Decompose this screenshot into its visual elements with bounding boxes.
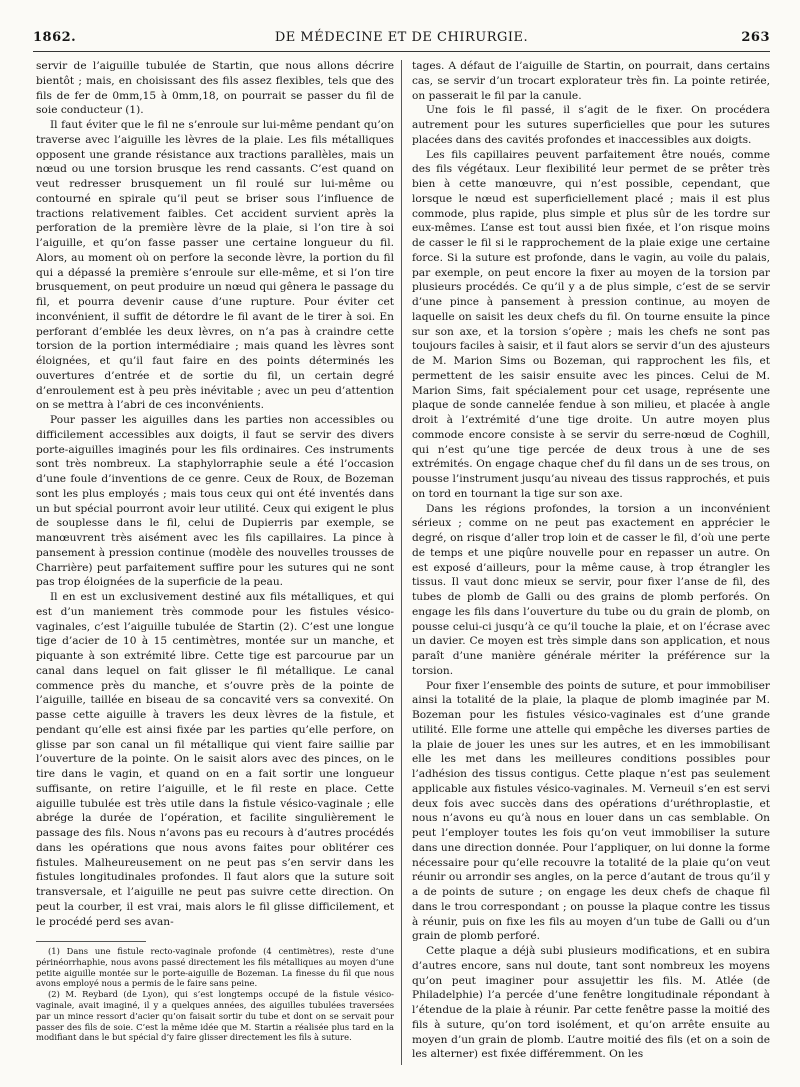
paragraph: Pour fixer l’ensemble des points de suture, et pour immobiliser ainsi la totalité de la plaie, la plaque de plomb imaginée par M. Bozeman pour les fistules vésico-vaginales est d’une grande utilité. Elle forme une attelle qui empêche les diverses parties de la plaie de jouer les unes sur les autres, et en les immobilisant elle les met dans les meilleures conditions possibles pour l’adhésion des tissus contigus. Cette plaque n’est pas seulement applicable aux fistules vésico-vaginales. M. Verneuil s’en est servi deux fois avec succès dans des opérations d’uréthroplastie, et nous n’avons eu qu’à nous en louer dans un cas semblable. On peut l’employer toutes les fois qu’on veut immobiliser la suture dans une direction donnée. Pour l’appliquer, on lui donne la forme nécessaire pour qu’elle recouvre la totalité de la plaie qu’on veut réunir ou arrondir ses angles, on la perce d’autant de trous qu’il y a de points de suture ; on engage les deux chefs de chaque fil dans le trou correspondant ; on pousse la plaque contre les tissus à réunir, puis on fixe les fils au moyen d’un tube de Galli ou d’un grain de plomb perforé. (412, 679, 770, 943)
paragraph: Dans les régions profondes, la torsion a un inconvénient sérieux ; comme on ne peut pas exactement en apprécier le degré, on risque d’aller trop loin et de casser le fil, d’où une perte de temps et une piqûre nouvelle pour en repasser un autre. On est exposé d’ailleurs, pour la même cause, à trop étrangler les tissus. Il vaut donc mieux se servir, pour fixer l’anse de fil, des tubes de plomb de Galli ou des grains de plomb perforés. On engage les fils dans l’ouverture du tube ou du grain de plomb, on pousse celui-ci jusqu’à ce qu’il touche la plaie, et on l’écrase avec un davier. Ce moyen est très simple dans son application, et nous paraît d’une manière générale mériter la préférence sur la torsion. (412, 502, 770, 677)
footnote: (2) M. Reybard (de Lyon), qui s’est longtemps occupé de la fistule vésico-vaginale, avait imaginé, il y a quelques années, des aiguilles tubulées traversées par un mince ressort d’acier qu’on faisait sortir du tube et dont on se servait pour passer des fils de soie. C’est la même idée que M. Startin a réalisée plus tard en la modifiant dans le but spécial d’y faire glisser directement les fils à suture. (36, 989, 394, 1043)
header-title: DE MÉDECINE ET DE CHIRURGIE. (274, 30, 529, 45)
paragraph: Pour passer les aiguilles dans les parties non accessibles ou difficilement accessibles aux doigts, il faut se servir des divers porte-aiguilles imaginés pour les fils ordinaires. Ces instruments sont très nombreux. La staphylorraphie seule a été l’occasion d’une foule d’inventions de ce genre. Ceux de Roux, de Bozeman sont les plus employés ; mais tous ceux qui ont été inventés dans un but spécial pourront avoir leur utilité. Ceux qui exigent le plus de souplesse dans le fil, celui de Dupierris par exemple, se manœuvrent très aisément avec les fils capillaires. La pince à pansement à pression continue (modèle des nouvelles trousses de Charrière) peut parfaitement suffire pour les sutures qui ne sont pas trop éloignées de la superficie de la peau. (36, 414, 394, 589)
paragraph: Il faut éviter que le fil ne s’enroule sur lui-même pendant qu’on traverse avec l’aiguille les lèvres de la plaie. Les fils métalliques opposent une grande résistance aux tractions parallèles, mais un nœud ou une torsion brusque les rend cassants. C’est quand on veut redresser brusquement un fil roulé sur lui-même ou contourné en spirale qu’il peut se briser sous l’influence de tractions relativement faibles. Cet accident survient après la perforation de la première lèvre de la plaie, si l’on tire à soi l’aiguille, et qu’on fasse passer une certaine longueur du fil. Alors, au moment où on perfore la seconde lèvre, la portion du fil qui a dépassé la première s’enroule sur elle-même, et si l’on tire brusquement, on peut produire un nœud qui gênera le passage du fil, et pourra devenir cause d’une rupture. Pour éviter cet inconvénient, il suffit de détordre le fil avant de le tirer à soi. En perforant d’emblée les deux lèvres, on n’a pas à craindre cette torsion de la portion intermédiaire ; mais quand les lèvres sont éloignées, et qu’il faut faire en des points déterminés les ouvertures d’entrée et de sortie du fil, un certain degré d’enroulement est à peu près inévitable ; avec un peu d’attention on se mettra à l’abri de ces inconvénients. (36, 119, 394, 412)
page-number: 263 (741, 30, 770, 45)
paragraph: Les fils capillaires peuvent parfaitement être noués, comme des fils végétaux. Leur flexibilité leur permet de se prêter très bien à cette manœuvre, qui n’est possible, cependant, que lorsque le nœud est superficiellement placé ; mais il est plus commode, plus rapide, plus simple et plus sûr de les tordre sur eux-mêmes. L’anse est tout aussi bien fixée, et l’on risque moins de casser le fil si le rapprochement de la plaie exige une certaine force. Si la suture est profonde, dans le vagin, au voile du palais, par exemple, on peut encore la fixer au moyen de la torsion par plusieurs procédés. Ce qu’il y a de plus simple, c’est de se servir d’une pince à pansement à pression continue, au moyen de laquelle on saisit les deux chefs du fil. On tourne ensuite la pince sur son axe, et la torsion s’opère ; mais les chefs ne sont pas toujours faciles à saisir, et il faut alors se servir d’un des ajusteurs de M. Marion Sims ou Bozeman, qui rapprochent les fils, et permettent de les saisir ensuite avec les pinces. Celui de M. Marion Sims, fait spécialement pour cet usage, représente une plaque de sonde cannelée fendue à son milieu, et placée à angle droit à l’extrémité d’une tige droite. Un autre moyen plus commode encore consiste à se servir du serre-nœud de Coghill, qui n’est qu’une tige percée de deux trous à une de ses extrémités. On engage chaque chef du fil dans un de ses trous, on pousse l’instrument jusqu’au niveau des tissus rapprochés, et puis on tord en tournant la tige sur son axe. (412, 148, 770, 500)
header-year: 1862. (33, 30, 77, 45)
header-rule (33, 51, 770, 52)
running-header (33, 30, 770, 52)
paragraph: tages. A défaut de l’aiguille de Startin, on pourrait, dans certains cas, se servir d’un trocart explorateur très fin. La pointe retirée, on passerait le fil par la canule. (412, 60, 770, 102)
paragraph: Une fois le fil passé, il s’agit de le fixer. On procédera autrement pour les sutures superficielles que pour les sutures placées dans des cavités profondes et inaccessibles aux doigts. (412, 104, 770, 146)
paragraph: Cette plaque a déjà subi plusieurs modifications, et en subira d’autres encore, sans nul doute, tant sont nombreux les moyens qu’on peut imaginer pour assujettir les fils. M. Atlée (de Philadelphie) l’a percée d’une fenêtre longitudinale répondant à l’étendue de la plaie à réunir. Par cette fenêtre passe la moitié des fils à suture, qu’on tord isolément, et qu’on arrête ensuite au moyen d’un grain de plomb. L’autre moitié des fils (et on a soin de les alterner) est fixée différemment. On les (412, 945, 770, 1061)
footnote: (1) Dans une fistule recto-vaginale profonde (4 centimètres), reste d’une périnéorrhaphie, nous avons passé directement les fils métalliques au moyen d’une petite aiguille montée sur le porte-aiguille de Bozeman. La finesse du fil que nous avons employé nous a permis de le faire sans peine. (36, 946, 394, 989)
paragraph: Il en est un exclusivement destiné aux fils métalliques, et qui est d’un maniement très commode pour les fistules vésico-vaginales, c’est l’aiguille tubulée de Startin (2). C’est une longue tige d’acier de 10 à 15 centimètres, montée sur un manche, et piquante à son extrémité libre. Cette tige est parcourue par un canal dans lequel on fait glisser le fil métallique. Le canal commence près du manche, et s’ouvre près de la pointe de l’aiguille, taillée en biseau de sa concavité vers sa convexité. On passe cette aiguille à travers les deux lèvres de la fistule, et pendant qu’elle est ainsi fixée par les parties qu’elle perfore, on glisse par son canal un fil métallique qui vient faire saillie par l’ouverture de la pointe. On le saisit alors avec des pinces, on le tire dans le vagin, et quand on en a fait sortir une longueur suffisante, on retire l’aiguille, et le fil reste en place. Cette aiguille tubulée est très utile dans la fistule vésico-vaginale ; elle abrége la durée de l’opération, et facilite singulièrement le passage des fils. Nous n’avons pas eu recours à d’autres procédés dans les opérations que nous avons faites pour oblitérer ces fistules. Malheureusement on ne peut pas s’en servir dans les fistules longitudinales profondes. Il faut alors que la suture soit transversale, et l’aiguille ne peut pas suivre cette direction. On peut la courber, il est vrai, mais alors le fil glisse difficilement, et le procédé perd ses avan- (36, 591, 394, 928)
right-column (412, 59, 770, 1062)
footnotes (36, 941, 394, 1043)
column-divider (401, 60, 402, 1065)
paragraph: servir de l’aiguille tubulée de Startin, que nous allons décrire bientôt ; mais, en choisissant des fils assez flexibles, tels que des fils de fer de 0mm,15 à 0mm,18, on pourrait se passer du fil de soie conducteur (1). (36, 60, 394, 117)
left-column (36, 59, 394, 929)
footnote-rule (36, 941, 146, 942)
